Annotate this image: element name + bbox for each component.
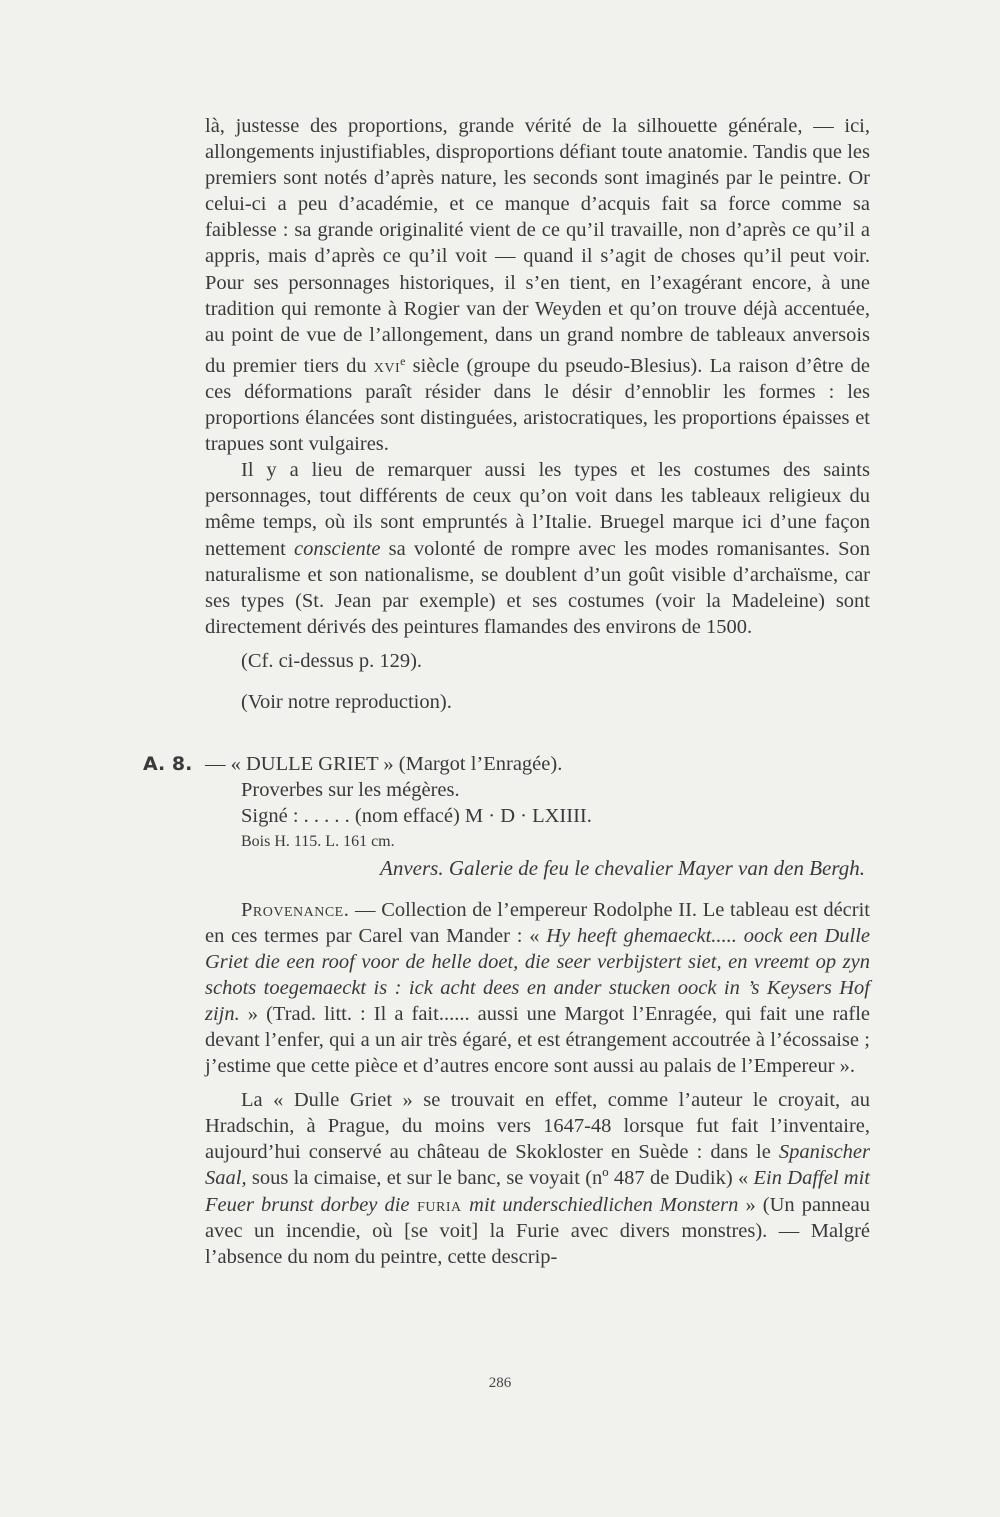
text-column [143,113,870,1270]
italic-word: consciente [293,537,381,560]
century-superscript: e [400,353,406,368]
paragraph-text: Il y a lieu de remarquer aussi les types et les costumes des saints personnages, tout différents de ceux qu’on voit dans les tableaux religieux du même temps, où ils sont empruntés à l’Italie. Bruegel marque ici d’une façon nettement [205,459,870,560]
reference-cf: (Cf. ci-dessus p. 129). [241,649,423,672]
entry-signature: Signé : . . . . . (nom effacé) M · D · LXIIII. [241,805,592,828]
paragraph-text: La « Dulle Griet » se trouvait en effet, comme l’auteur le croyait, au Hradschin, à Prague, du moins vers 1647-48 lorsque fut fait l’inventaire, aujourd’hui conservé au château de Skokloster en Suède : dans le [205,1089,870,1164]
paragraph-provenance [205,897,870,1080]
italic-text: mit underschiedlichen Monstern [469,1193,739,1216]
paragraph-text: » (Un panneau avec un incendie, où [se voit] la Furie avec divers monstres). — Malgré l’absence du nom du peintre, cette descrip- [205,1193,870,1268]
dutch-quotation: Hy heeft ghemaeckt..... oock een Dulle Griet die een roof voor de helle doet, die seer verbijstert siet, en vreemt op zyn schots toegemaeckt is : ick acht dees en ander stucken oock in ’s Keysers Hof zijn. [205,924,870,1025]
paragraph-hradschin [205,1087,870,1270]
entry-number: A. 8. [143,753,193,776]
italic-text: Spanischer Saal, [205,1141,870,1190]
italic-text: Ein Daffel mit Feuer brunst dorbey die [205,1167,870,1216]
paragraph-text: sa volonté de rompre avec les modes romanisantes. Son naturalisme et son nationalisme, se doublent d’un goût visible d’archaïsme, car ses types (St. Jean par exemple) et ses costumes (voir la Madeleine) sont directement dérivés des peintures flamandes des environs de 1500. [205,537,870,638]
century-numeral: xvi [373,354,401,377]
entry-location: Anvers. Galerie de feu le chevalier Mayer van den Bergh. [380,856,865,881]
paragraph-text: — Collection de l’empereur Rodolphe II. Le tableau est décrit en ces termes par Carel van Mander : « [205,898,870,947]
provenance-label: Provenance. [241,898,350,921]
small-caps-word: furia [409,1193,470,1216]
paragraph-text: » (Trad. litt. : Il a fait...... aussi une Margot l’Enragée, qui fait une rafle devant l’enfer, qui a un air très égaré, et est étrangement accoutrée à l’écossaise ; j’estime que cette pièce et d’autres encore sont aussi au palais de l’Empereur ». [205,1002,870,1078]
entry-subtitle: Proverbes sur les mégères. [241,779,460,802]
paragraph-text: sous la cimaise, et sur le banc, se voyait (nº 487 de Dudik) « [246,1167,754,1190]
catalogue-entry [143,751,870,881]
paragraph-text: siècle (groupe du pseudo-Blesius). La raison d’être de ces déformations paraît résider dans le désir d’ennoblir les formes : les proportions élancées sont distinguées, aristocratiques, les proportions épaisses et trapues sont vulgaires. [205,354,870,456]
entry-dimensions: Bois H. 115. L. 161 cm. [241,833,395,851]
paragraph-text: là, justesse des proportions, grande vérité de la silhouette générale, — ici, allongements injustifiables, disproportions défiant toute anatomie. Tandis que les premiers sont notés d’après nature, les seconds sont imaginés par le peintre. Or celui-ci a peu d’académie, et ce manque d’acquis fait sa force comme sa faiblesse : sa grande originalité vient de ce qu’il travaille, non d’après ce qu’il a appris, mais d’après ce qu’il voit — quand il s’agit de choses qu’il peut voir. Pour ses personnages historiques, il s’en tient, en l’exagérant encore, à une tradition qui remonte à Rogier van der Weyden et qu’on trouve déjà accentuée, au point de vue de l’allongement, dans un grand nombre de tableaux anversois du premier tiers du [205,115,870,377]
paragraph-types-costumes [205,457,870,640]
paragraph-proportions [205,113,870,457]
reference-reproduction: (Voir notre reproduction). [241,690,452,713]
page-number: 286 [488,1375,512,1391]
entry-title: — « DULLE GRIET » (Margot l’Enragée). [205,753,563,776]
